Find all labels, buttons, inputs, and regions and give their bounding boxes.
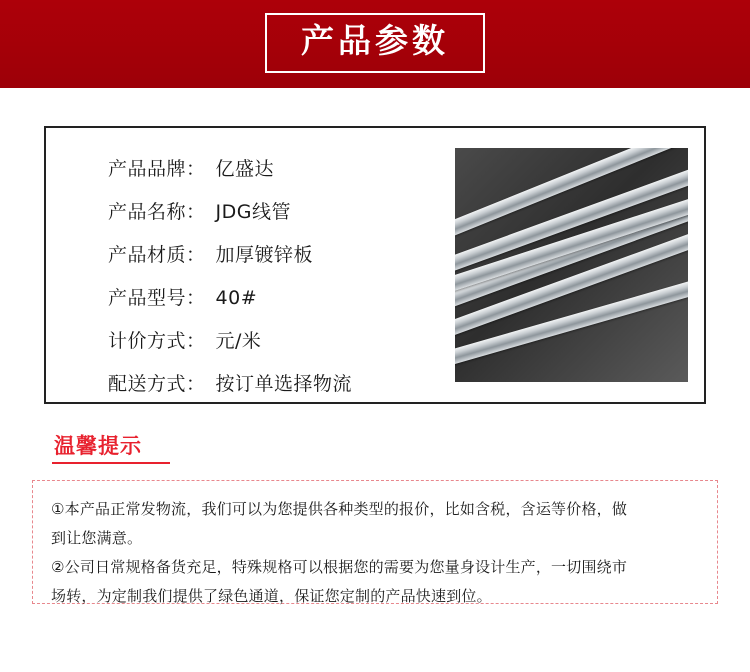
tips-title-underline bbox=[52, 462, 170, 464]
tip-line: 场转，为定制我们提供了绿色通道，保证您定制的产品快速到位。 bbox=[51, 587, 492, 605]
spec-row bbox=[108, 326, 449, 353]
page-title: 产品参数 bbox=[301, 21, 449, 60]
product-photo bbox=[455, 148, 688, 382]
spec-value: 亿盛达 bbox=[215, 158, 275, 180]
spec-card bbox=[44, 126, 706, 404]
spec-label: 产品品牌： bbox=[108, 158, 206, 180]
spec-row bbox=[108, 240, 449, 267]
spec-row bbox=[108, 197, 449, 224]
spec-label: 产品型号： bbox=[108, 287, 206, 309]
spec-row bbox=[108, 369, 449, 396]
spec-list bbox=[64, 146, 449, 395]
spec-label: 产品材质： bbox=[108, 244, 206, 266]
spec-value: 按订单选择物流 bbox=[215, 373, 353, 395]
tip-line: ①本产品正常发物流，我们可以为您提供各种类型的报价，比如含税，含运等价格，做 bbox=[51, 500, 628, 518]
spec-value: 40# bbox=[215, 287, 258, 309]
spec-row bbox=[108, 283, 449, 310]
spec-value: 元/米 bbox=[215, 330, 262, 352]
spec-label: 配送方式： bbox=[108, 373, 206, 395]
spec-label: 计价方式： bbox=[108, 330, 206, 352]
banner-title-frame bbox=[265, 13, 485, 73]
header-banner bbox=[0, 0, 750, 88]
tips-title: 温馨提示 bbox=[54, 434, 142, 458]
tips-box bbox=[32, 480, 718, 604]
tip-line: ②公司日常规格备货充足，特殊规格可以根据您的需要为您量身设计生产，一切围绕市 bbox=[51, 558, 628, 576]
spec-card-inner bbox=[46, 128, 704, 402]
tip-line: 到让您满意。 bbox=[51, 529, 143, 547]
spec-value: JDG线管 bbox=[215, 201, 291, 223]
spec-label: 产品名称： bbox=[108, 201, 206, 223]
spec-row bbox=[108, 154, 449, 181]
spec-value: 加厚镀锌板 bbox=[215, 244, 314, 266]
